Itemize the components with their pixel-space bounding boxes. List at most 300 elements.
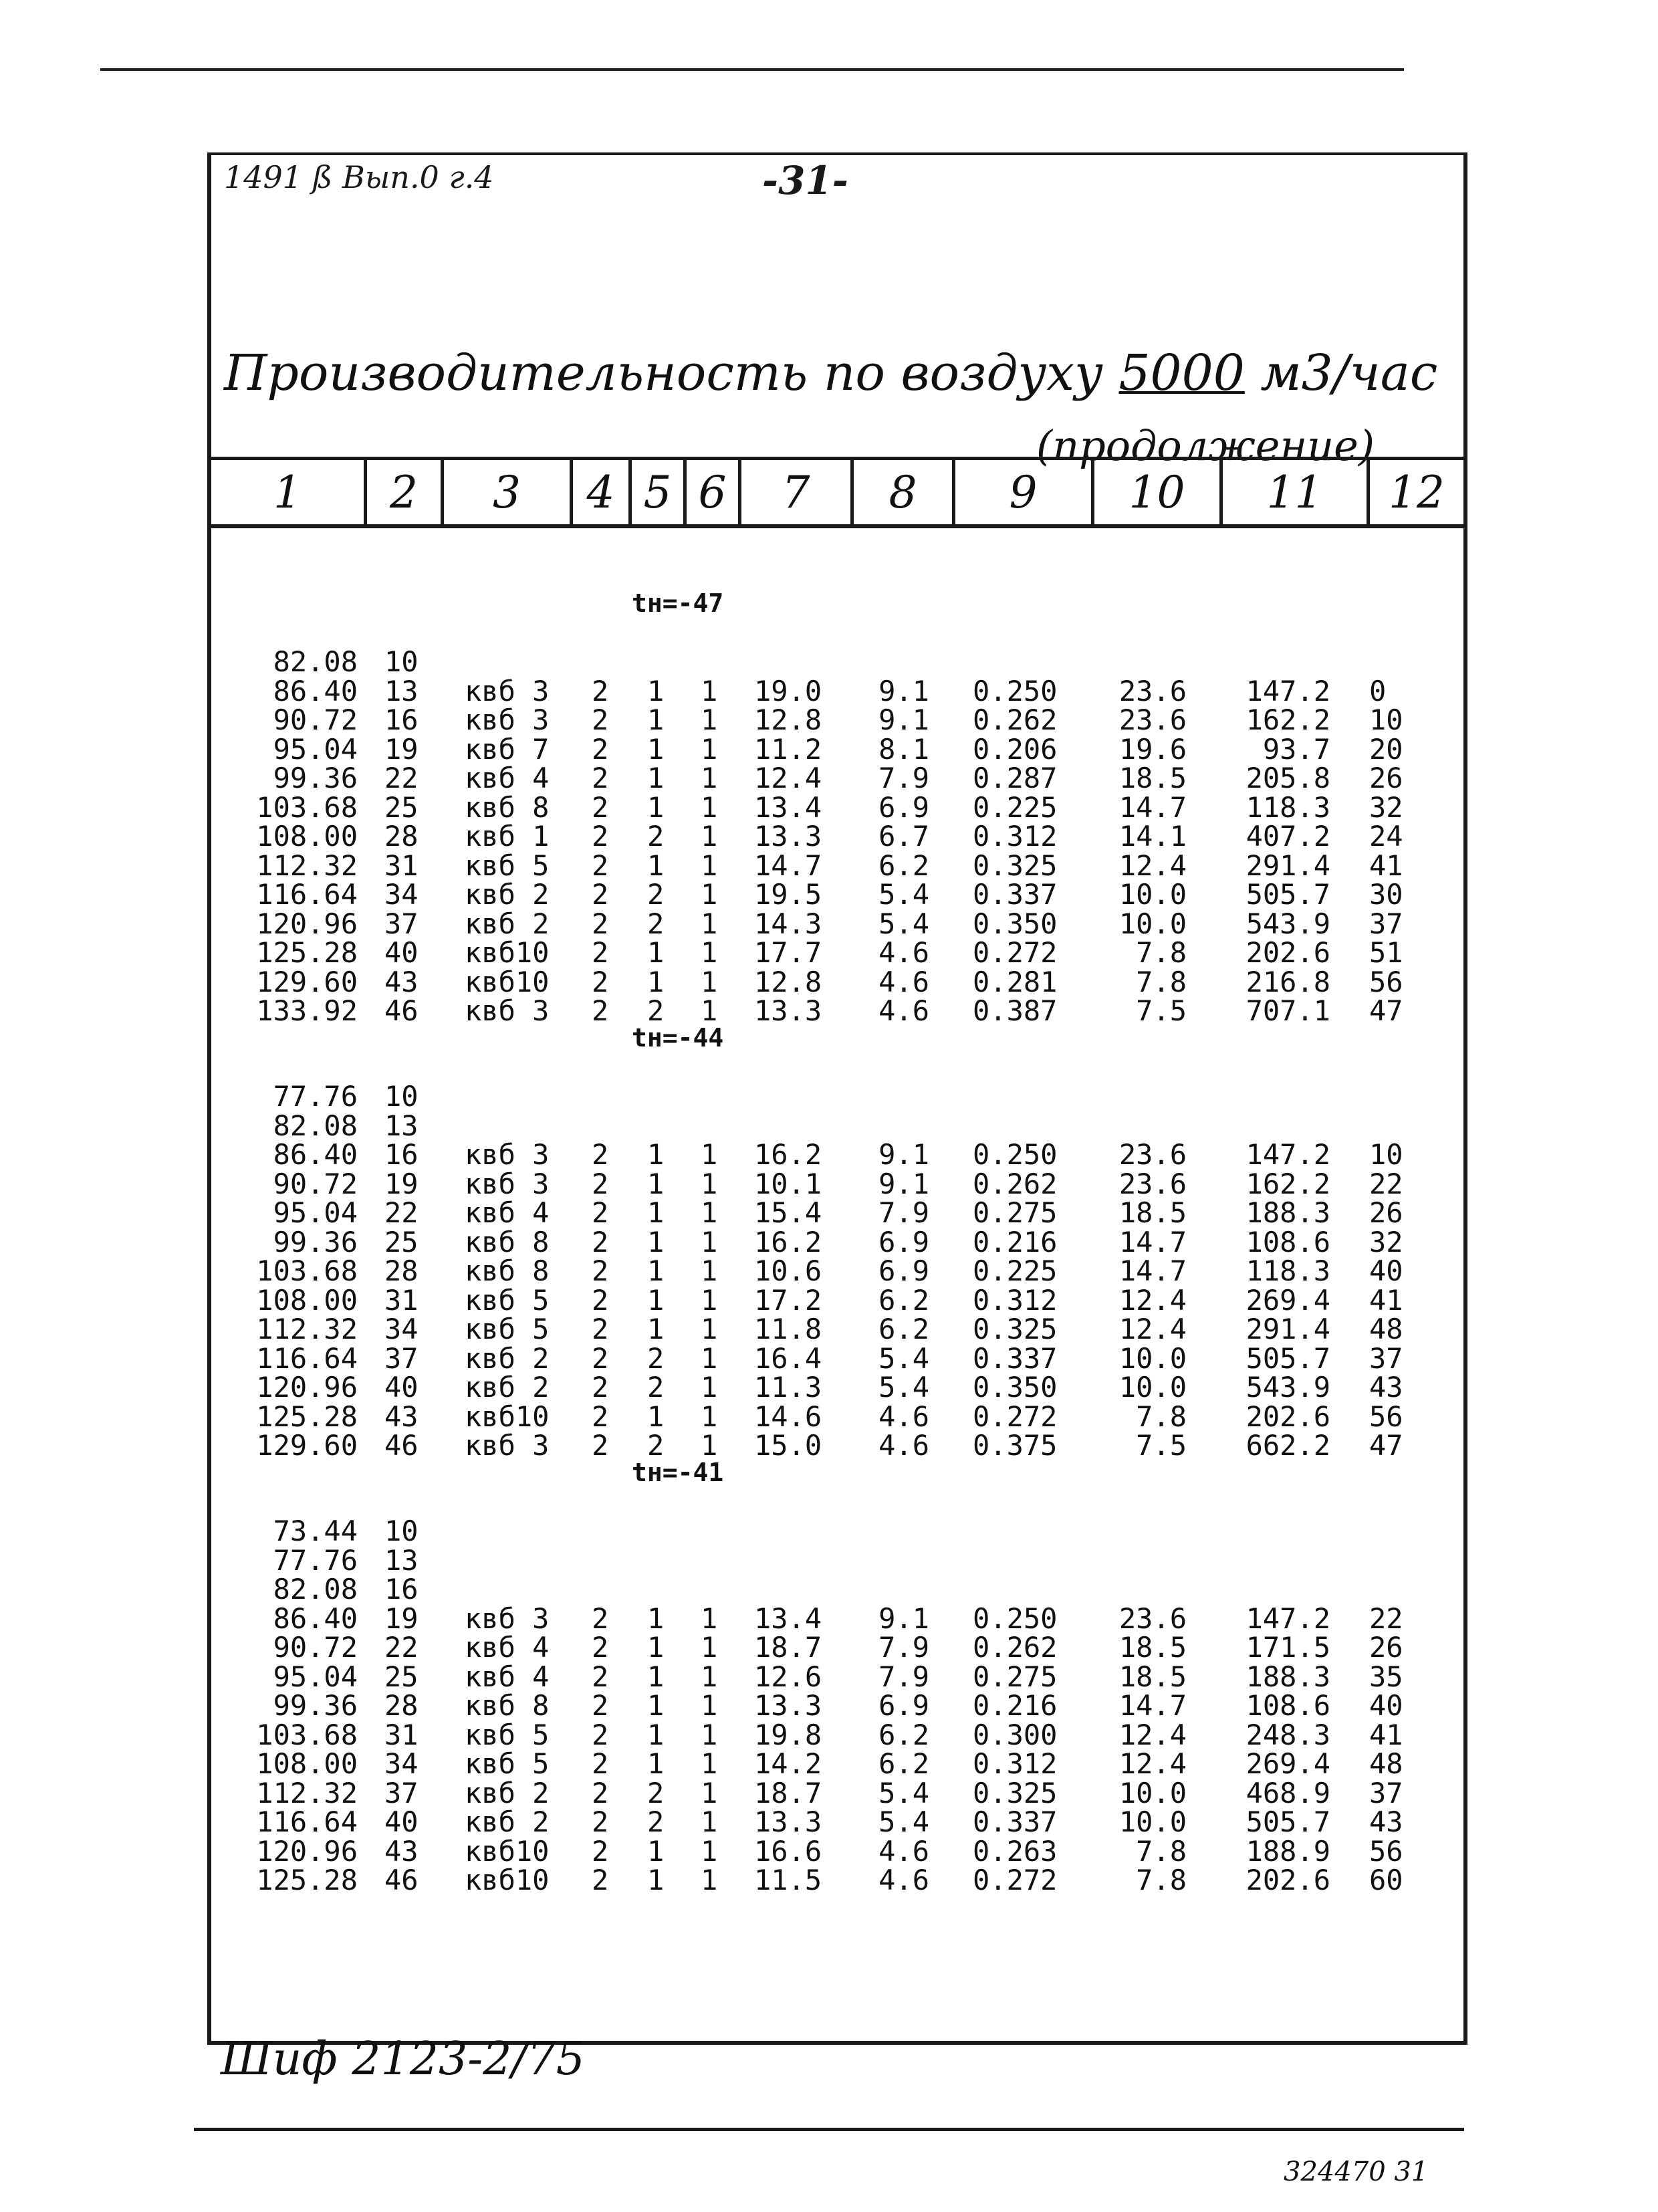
table-row — [0, 1167, 1658, 1200]
cell-col-8: 7.9 — [878, 1660, 929, 1693]
cell-col-6: 1 — [701, 849, 718, 882]
cell-col-10: 12.4 — [1118, 849, 1187, 882]
cell-col-2: 10 — [384, 645, 419, 678]
column-header-6: 6 — [687, 460, 741, 524]
cell-col-1: 120.96 — [256, 1371, 358, 1404]
cell-col-6: 1 — [701, 790, 718, 824]
cell-col-4: 2 — [592, 1283, 609, 1317]
table-row — [0, 1776, 1658, 1809]
table-row — [0, 1111, 1658, 1141]
cell-col-6: 1 — [701, 1138, 718, 1171]
cell-col-9: 0.216 — [973, 1225, 1058, 1258]
table-row — [0, 1633, 1658, 1662]
cell-col-3: квб 3 — [465, 1601, 550, 1635]
cell-col-12: 32 — [1369, 1225, 1403, 1258]
cell-col-5: 1 — [647, 1313, 665, 1345]
cell-col-11: 188.3 — [1246, 1196, 1330, 1229]
cell-col-3: квб 5 — [465, 849, 550, 882]
cell-col-3: квб 5 — [465, 1313, 550, 1345]
cell-col-3: квб 4 — [465, 1196, 550, 1229]
cell-col-7: 16.6 — [754, 1834, 822, 1868]
cell-col-1: 103.68 — [256, 1254, 358, 1287]
cell-col-5: 2 — [647, 1776, 665, 1809]
cell-col-3: квб 2 — [465, 1341, 550, 1375]
cell-col-4: 2 — [592, 732, 609, 766]
cell-col-3: квб 2 — [465, 1805, 550, 1838]
cell-col-1: 129.60 — [256, 1429, 358, 1462]
cell-col-2: 31 — [384, 1718, 419, 1751]
cell-col-11: 118.3 — [1246, 790, 1330, 824]
table-row — [0, 1834, 1658, 1868]
cell-col-6: 1 — [701, 965, 718, 998]
table-row — [0, 1662, 1658, 1692]
cell-col-11: 202.6 — [1246, 1864, 1330, 1896]
cell-col-3: квб10 — [465, 936, 550, 969]
cell-col-2: 37 — [384, 1341, 419, 1375]
top-border-line — [100, 68, 1404, 71]
column-header-3: 3 — [444, 460, 573, 524]
cell-col-1: 112.32 — [256, 1313, 358, 1345]
cell-col-6: 1 — [701, 1400, 718, 1433]
cell-col-1: 112.32 — [256, 1776, 358, 1809]
cell-col-9: 0.312 — [973, 820, 1058, 853]
cell-col-7: 15.4 — [754, 1196, 822, 1229]
table-row — [0, 674, 1658, 707]
archive-stamp: 324470 31 — [1284, 2156, 1429, 2187]
cell-col-5: 1 — [647, 1718, 665, 1751]
cell-col-9: 0.350 — [973, 1371, 1058, 1404]
cell-col-7: 13.4 — [754, 790, 822, 824]
cell-col-9: 0.337 — [973, 1341, 1058, 1375]
cell-col-2: 34 — [384, 1747, 419, 1780]
cell-col-12: 24 — [1369, 820, 1403, 853]
table-row — [0, 909, 1658, 939]
cell-col-7: 19.8 — [754, 1718, 822, 1751]
cell-col-12: 56 — [1369, 1400, 1403, 1433]
cell-col-5: 1 — [647, 965, 665, 998]
cell-col-11: 543.9 — [1246, 1371, 1330, 1404]
cell-col-1: 125.28 — [256, 1864, 358, 1896]
cell-col-8: 4.6 — [878, 1429, 929, 1462]
cell-col-3: квб 4 — [465, 762, 550, 794]
table-row — [0, 1373, 1658, 1402]
cell-col-5: 1 — [647, 1283, 665, 1317]
cell-col-6: 1 — [701, 820, 718, 853]
cell-col-1: 99.36 — [273, 1689, 358, 1722]
cell-col-1: 108.00 — [256, 1283, 358, 1317]
footer-line — [194, 2128, 1464, 2131]
cell-col-12: 60 — [1369, 1864, 1403, 1896]
cell-col-4: 2 — [592, 1371, 609, 1404]
cell-col-10: 23.6 — [1118, 674, 1187, 707]
cell-col-2: 19 — [384, 1601, 419, 1635]
cell-col-1: 95.04 — [273, 1196, 358, 1229]
cell-col-2: 25 — [384, 1660, 419, 1693]
cell-col-9: 0.312 — [973, 1283, 1058, 1317]
cell-col-12: 0 — [1369, 674, 1387, 707]
cell-col-3: квб 5 — [465, 1718, 550, 1751]
cell-col-2: 40 — [384, 1371, 419, 1404]
cell-col-4: 2 — [592, 1864, 609, 1896]
cell-col-6: 1 — [701, 1283, 718, 1317]
cell-col-8: 4.6 — [878, 1400, 929, 1433]
cell-col-5: 1 — [647, 849, 665, 882]
cell-col-5: 1 — [647, 1196, 665, 1229]
cell-col-2: 13 — [384, 1109, 419, 1142]
table-row — [0, 1718, 1658, 1751]
cell-col-10: 10.0 — [1118, 878, 1187, 911]
cell-col-7: 17.7 — [754, 936, 822, 969]
cell-col-3: квб 2 — [465, 1371, 550, 1404]
cell-col-1: 120.96 — [256, 1834, 358, 1868]
cell-col-4: 2 — [592, 790, 609, 824]
cell-col-10: 7.8 — [1136, 936, 1187, 969]
cell-col-12: 56 — [1369, 965, 1403, 998]
cell-col-9: 0.275 — [973, 1196, 1058, 1229]
cell-col-10: 14.7 — [1118, 1225, 1187, 1258]
cell-col-8: 5.4 — [878, 1776, 929, 1809]
cell-col-9: 0.275 — [973, 1660, 1058, 1693]
cell-col-4: 2 — [592, 1167, 609, 1200]
cell-col-12: 32 — [1369, 790, 1403, 824]
cell-col-9: 0.325 — [973, 1776, 1058, 1809]
cell-col-1: 129.60 — [256, 965, 358, 998]
cell-col-7: 13.3 — [754, 994, 822, 1027]
cell-col-8: 7.9 — [878, 762, 929, 794]
cell-col-1: 133.92 — [256, 994, 358, 1027]
cell-col-6: 1 — [701, 1254, 718, 1287]
cell-col-2: 10 — [384, 1080, 419, 1113]
cell-col-2: 16 — [384, 1573, 419, 1606]
cell-col-7: 11.8 — [754, 1313, 822, 1345]
table-row — [0, 1256, 1658, 1286]
cell-col-4: 2 — [592, 1776, 609, 1809]
cell-col-2: 37 — [384, 1776, 419, 1809]
cell-col-8: 9.1 — [878, 674, 929, 707]
cell-col-2: 34 — [384, 878, 419, 911]
cell-col-1: 103.68 — [256, 1718, 358, 1751]
cell-col-12: 30 — [1369, 878, 1403, 911]
cell-col-2: 31 — [384, 1283, 419, 1317]
cell-col-3: квб 2 — [465, 907, 550, 940]
cell-col-6: 1 — [701, 1689, 718, 1722]
cell-col-7: 19.0 — [754, 674, 822, 707]
cell-col-7: 13.3 — [754, 1805, 822, 1838]
cell-col-4: 2 — [592, 1660, 609, 1693]
cell-col-2: 37 — [384, 907, 419, 940]
cell-col-12: 26 — [1369, 762, 1403, 794]
cell-col-5: 1 — [647, 703, 665, 736]
cell-col-11: 291.4 — [1246, 849, 1330, 882]
cell-col-2: 19 — [384, 732, 419, 766]
table-row — [0, 1198, 1658, 1228]
cell-col-11: 93.7 — [1262, 732, 1330, 766]
cell-col-7: 15.0 — [754, 1429, 822, 1462]
page-title — [224, 344, 1437, 402]
cell-col-8: 9.1 — [878, 1138, 929, 1171]
cell-col-12: 26 — [1369, 1631, 1403, 1664]
cell-col-7: 11.5 — [754, 1864, 822, 1896]
cell-col-5: 1 — [647, 674, 665, 707]
cell-col-12: 10 — [1369, 1138, 1403, 1171]
cell-col-2: 43 — [384, 1400, 419, 1433]
cell-col-6: 1 — [701, 1429, 718, 1462]
table-row — [0, 1749, 1658, 1779]
cell-col-11: 707.1 — [1246, 994, 1330, 1027]
cell-col-9: 0.325 — [973, 1313, 1058, 1345]
cell-col-6: 1 — [701, 936, 718, 969]
table-row — [0, 1341, 1658, 1375]
cell-col-2: 16 — [384, 1138, 419, 1171]
cell-col-11: 407.2 — [1246, 820, 1330, 853]
cell-col-9: 0.216 — [973, 1689, 1058, 1722]
cell-col-11: 162.2 — [1246, 1167, 1330, 1200]
cell-col-6: 1 — [701, 1225, 718, 1258]
table-row — [0, 1866, 1658, 1895]
cell-col-11: 662.2 — [1246, 1429, 1330, 1462]
page-subtitle: (продолжение) — [1036, 421, 1375, 470]
cell-col-7: 13.3 — [754, 1689, 822, 1722]
cell-col-9: 0.337 — [973, 878, 1058, 911]
cell-col-1: 125.28 — [256, 936, 358, 969]
table-row — [0, 1225, 1658, 1258]
cell-col-10: 7.8 — [1136, 1400, 1187, 1433]
table-row — [0, 1691, 1658, 1721]
cell-col-5: 1 — [647, 1254, 665, 1287]
cell-col-10: 10.0 — [1118, 1805, 1187, 1838]
cell-col-10: 18.5 — [1118, 1660, 1187, 1693]
table-row — [0, 1601, 1658, 1635]
cell-col-1: 77.76 — [273, 1080, 358, 1113]
page-number: -31- — [762, 158, 848, 203]
cell-col-1: 125.28 — [256, 1400, 358, 1433]
cell-col-7: 14.2 — [754, 1747, 822, 1780]
cell-col-10: 7.8 — [1136, 1864, 1187, 1896]
cell-col-5: 1 — [647, 1660, 665, 1693]
cell-col-11: 248.3 — [1246, 1718, 1330, 1751]
cell-col-5: 1 — [647, 1167, 665, 1200]
cell-col-7: 18.7 — [754, 1631, 822, 1664]
cell-col-6: 1 — [701, 1341, 718, 1375]
cell-col-8: 7.9 — [878, 1196, 929, 1229]
cell-col-2: 34 — [384, 1313, 419, 1345]
cell-col-3: квб 2 — [465, 1776, 550, 1809]
cell-col-3: квб 4 — [465, 1660, 550, 1693]
cell-col-9: 0.262 — [973, 1631, 1058, 1664]
cell-col-12: 43 — [1369, 1371, 1403, 1404]
cell-col-9: 0.262 — [973, 703, 1058, 736]
title-value: 5000 — [1118, 344, 1245, 402]
cell-col-8: 5.4 — [878, 878, 929, 911]
cell-col-2: 25 — [384, 1225, 419, 1258]
cell-col-7: 13.4 — [754, 1601, 822, 1635]
cell-col-5: 1 — [647, 790, 665, 824]
cell-col-8: 6.9 — [878, 1689, 929, 1722]
cell-col-5: 2 — [647, 1341, 665, 1375]
cell-col-1: 90.72 — [273, 1167, 358, 1200]
cell-col-3: квб10 — [465, 965, 550, 998]
cell-col-9: 0.325 — [973, 849, 1058, 882]
cell-col-4: 2 — [592, 878, 609, 911]
cell-col-12: 48 — [1369, 1747, 1403, 1780]
cell-col-2: 22 — [384, 1631, 419, 1664]
cell-col-8: 6.2 — [878, 849, 929, 882]
cell-col-9: 0.387 — [973, 994, 1058, 1027]
table-row — [0, 1543, 1658, 1577]
cell-col-8: 6.9 — [878, 790, 929, 824]
cell-col-9: 0.250 — [973, 1601, 1058, 1635]
cell-col-9: 0.272 — [973, 1400, 1058, 1433]
cell-col-11: 468.9 — [1246, 1776, 1330, 1809]
cell-col-2: 13 — [384, 674, 419, 707]
cell-col-1: 116.64 — [256, 878, 358, 911]
cell-col-5: 2 — [647, 1371, 665, 1404]
table-row — [0, 1402, 1658, 1432]
cell-col-5: 1 — [647, 1601, 665, 1635]
cell-col-10: 10.0 — [1118, 1341, 1187, 1375]
cell-col-6: 1 — [701, 1660, 718, 1693]
footer-code: Шиф 2123-2/75 — [221, 2033, 585, 2086]
cell-col-5: 2 — [647, 907, 665, 940]
cell-col-2: 43 — [384, 1834, 419, 1868]
cell-col-11: 543.9 — [1246, 907, 1330, 940]
cell-col-3: квб 5 — [465, 1747, 550, 1780]
cell-col-9: 0.272 — [973, 936, 1058, 969]
cell-col-8: 5.4 — [878, 1341, 929, 1375]
cell-col-8: 9.1 — [878, 703, 929, 736]
cell-col-5: 1 — [647, 936, 665, 969]
cell-col-11: 205.8 — [1246, 762, 1330, 794]
cell-col-5: 1 — [647, 1834, 665, 1868]
table-row — [0, 965, 1658, 998]
table-row — [0, 790, 1658, 824]
cell-col-2: 28 — [384, 820, 419, 853]
cell-col-10: 14.1 — [1118, 820, 1187, 853]
cell-col-5: 2 — [647, 878, 665, 911]
cell-col-1: 112.32 — [256, 849, 358, 882]
cell-col-7: 19.5 — [754, 878, 822, 911]
cell-col-7: 12.8 — [754, 965, 822, 998]
cell-col-3: квб 2 — [465, 878, 550, 911]
cell-col-7: 10.1 — [754, 1167, 822, 1200]
cell-col-1: 73.44 — [273, 1515, 358, 1547]
cell-col-11: 108.6 — [1246, 1689, 1330, 1722]
cell-col-2: 22 — [384, 1196, 419, 1229]
cell-col-4: 2 — [592, 1254, 609, 1287]
table-row — [0, 822, 1658, 851]
cell-col-1: 77.76 — [273, 1543, 358, 1577]
cell-col-5: 1 — [647, 1864, 665, 1896]
cell-col-9: 0.262 — [973, 1167, 1058, 1200]
cell-col-7: 16.2 — [754, 1225, 822, 1258]
cell-col-10: 12.4 — [1118, 1283, 1187, 1317]
table-row — [0, 1140, 1658, 1170]
cell-col-8: 6.7 — [878, 820, 929, 853]
cell-col-11: 202.6 — [1246, 936, 1330, 969]
cell-col-9: 0.206 — [973, 732, 1058, 766]
cell-col-3: квб10 — [465, 1834, 550, 1868]
cell-col-4: 2 — [592, 1341, 609, 1375]
cell-col-12: 37 — [1369, 1776, 1403, 1809]
cell-col-1: 99.36 — [273, 1225, 358, 1258]
cell-col-12: 40 — [1369, 1254, 1403, 1287]
cell-col-7: 14.6 — [754, 1400, 822, 1433]
table-row — [0, 1315, 1658, 1344]
section-label: tн=-41 — [632, 1458, 724, 1487]
cell-col-4: 2 — [592, 907, 609, 940]
cell-col-3: квб 8 — [465, 1225, 550, 1258]
cell-col-9: 0.272 — [973, 1864, 1058, 1896]
cell-col-3: квб 8 — [465, 790, 550, 824]
cell-col-9: 0.287 — [973, 762, 1058, 794]
cell-col-11: 118.3 — [1246, 1254, 1330, 1287]
cell-col-1: 116.64 — [256, 1805, 358, 1838]
cell-col-2: 40 — [384, 936, 419, 969]
cell-col-3: квб 8 — [465, 1254, 550, 1287]
table-row — [0, 938, 1658, 968]
cell-col-10: 10.0 — [1118, 1371, 1187, 1404]
cell-col-12: 10 — [1369, 703, 1403, 736]
cell-col-8: 8.1 — [878, 732, 929, 766]
cell-col-10: 12.4 — [1118, 1718, 1187, 1751]
cell-col-12: 56 — [1369, 1834, 1403, 1868]
cell-col-11: 269.4 — [1246, 1283, 1330, 1317]
cell-col-11: 202.6 — [1246, 1400, 1330, 1433]
cell-col-3: квб10 — [465, 1864, 550, 1896]
cell-col-1: 95.04 — [273, 732, 358, 766]
cell-col-4: 2 — [592, 1689, 609, 1722]
cell-col-10: 7.5 — [1136, 994, 1187, 1027]
cell-col-2: 22 — [384, 762, 419, 794]
cell-col-8: 4.6 — [878, 994, 929, 1027]
cell-col-4: 2 — [592, 674, 609, 707]
cell-col-11: 269.4 — [1246, 1747, 1330, 1780]
cell-col-6: 1 — [701, 1196, 718, 1229]
table-row — [0, 1807, 1658, 1837]
document-reference: 1491 ß Вып.0 г.4 — [224, 159, 494, 195]
column-header-2: 2 — [367, 460, 444, 524]
cell-col-9: 0.350 — [973, 907, 1058, 940]
cell-col-12: 51 — [1369, 936, 1403, 969]
cell-col-10: 10.0 — [1118, 1776, 1187, 1809]
cell-col-12: 35 — [1369, 1660, 1403, 1693]
cell-col-3: квб 8 — [465, 1689, 550, 1722]
cell-col-10: 18.5 — [1118, 762, 1187, 794]
cell-col-9: 0.250 — [973, 1138, 1058, 1171]
cell-col-3: квб 3 — [465, 703, 550, 736]
cell-col-1: 103.68 — [256, 790, 358, 824]
cell-col-8: 4.6 — [878, 1864, 929, 1896]
table-row — [0, 764, 1658, 793]
cell-col-1: 120.96 — [256, 907, 358, 940]
cell-col-12: 22 — [1369, 1167, 1403, 1200]
cell-col-2: 19 — [384, 1167, 419, 1200]
cell-col-8: 4.6 — [878, 1834, 929, 1868]
cell-col-3: квб10 — [465, 1400, 550, 1433]
table-row — [0, 1283, 1658, 1317]
cell-col-6: 1 — [701, 1718, 718, 1751]
cell-col-12: 40 — [1369, 1689, 1403, 1722]
cell-col-8: 6.2 — [878, 1313, 929, 1345]
cell-col-5: 1 — [647, 732, 665, 766]
cell-col-1: 82.08 — [273, 645, 358, 678]
cell-col-4: 2 — [592, 965, 609, 998]
cell-col-1: 82.08 — [273, 1573, 358, 1606]
table-row — [0, 647, 1658, 677]
cell-col-9: 0.375 — [973, 1429, 1058, 1462]
cell-col-10: 23.6 — [1118, 1601, 1187, 1635]
cell-col-5: 2 — [647, 994, 665, 1027]
